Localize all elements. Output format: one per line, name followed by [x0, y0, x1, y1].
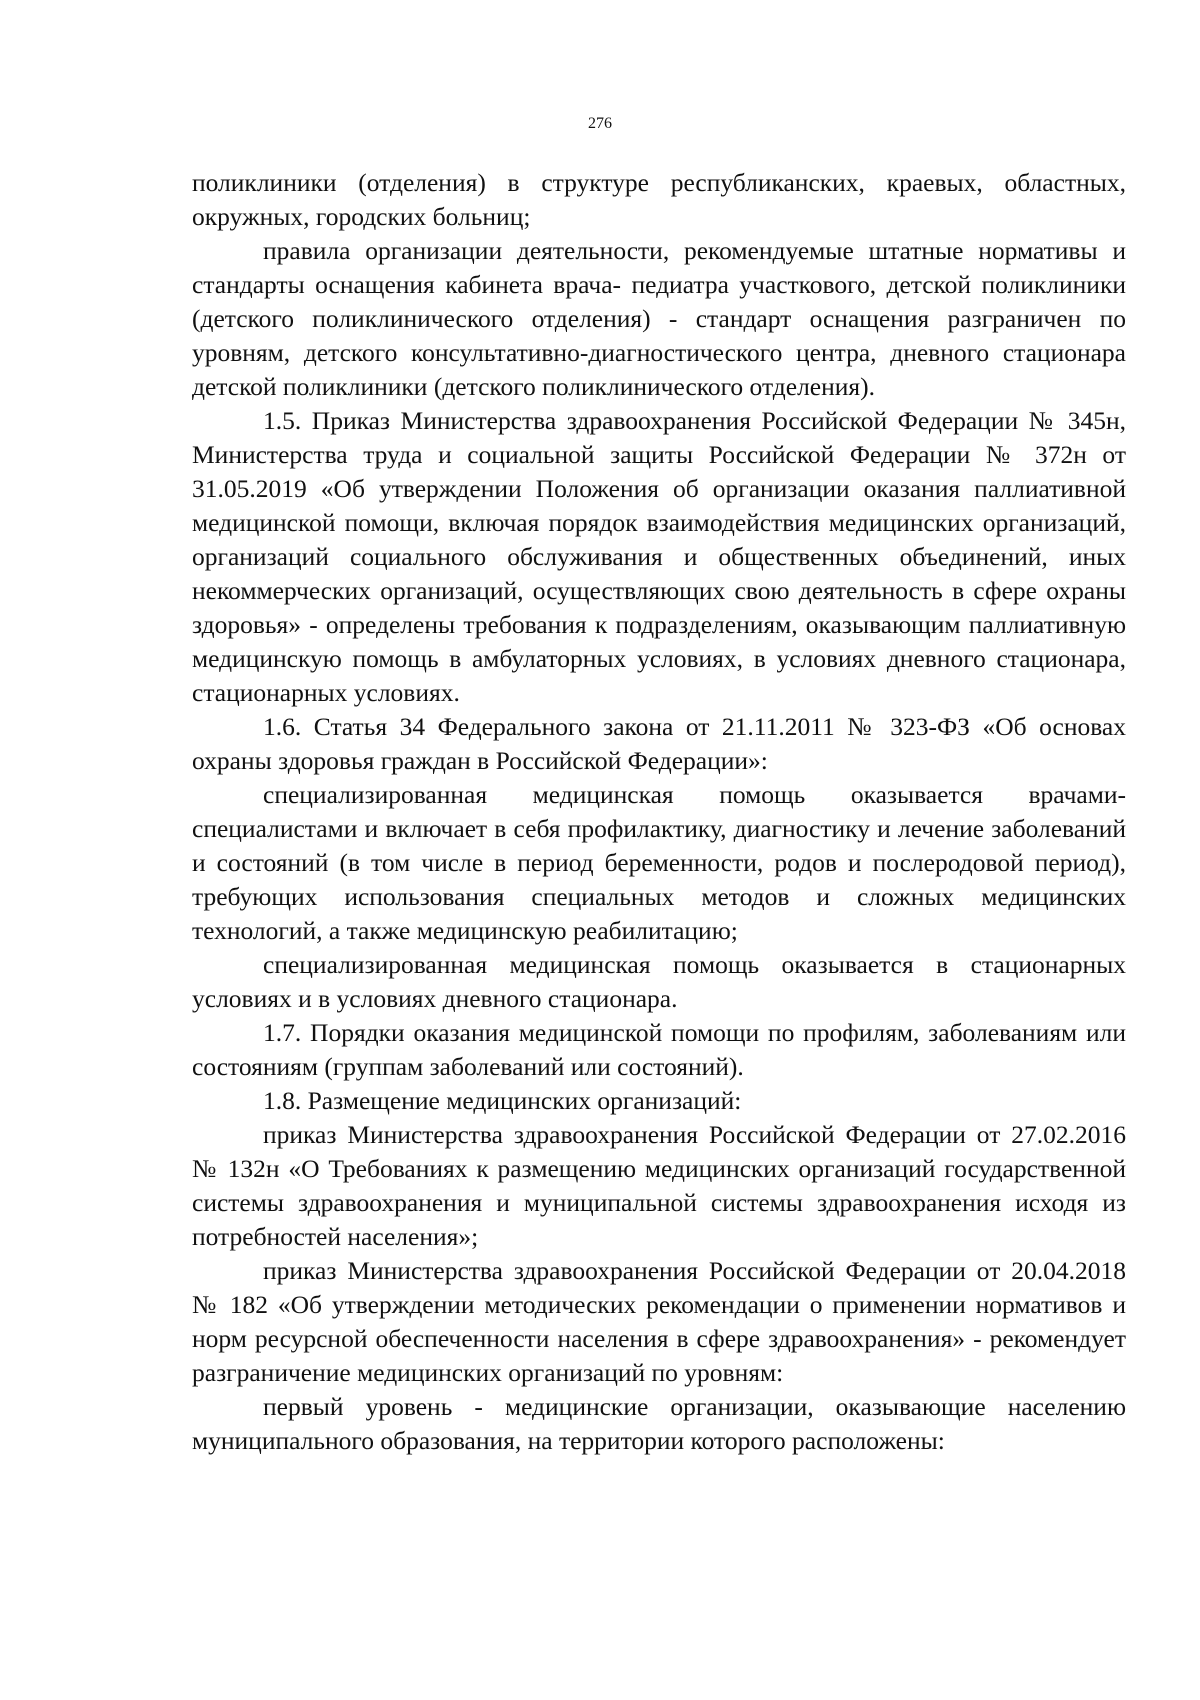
paragraph: приказ Министерства здравоохранения Российской Федерации от 27.02.2016 № 132н «О Требованиях к размещению медицинских организаций государственной системы здравоохранения и муниципальной системы здравоохранения исходя из потребностей населения»;	[192, 1120, 1126, 1251]
paragraph: правила организации деятельности, рекомендуемые штатные нормативы и стандарты оснащения кабинета врача- педиатра участкового, детской поликлиники (детского поликлинического отделения) - стандарт оснащения разграничен по уровням, детского консультативно-диагностического центра, дневного стационара детской поликлиники (детского поликлинического отделения).	[192, 236, 1126, 401]
paragraph: 1.6. Статья 34 Федерального закона от 21.11.2011 № 323-ФЗ «Об основах охраны здоровья граждан в Российской Федерации»:	[192, 712, 1126, 775]
paragraph: 1.8. Размещение медицинских организаций:	[263, 1086, 742, 1115]
paragraph: специализированная медицинская помощь оказывается в стационарных условиях и в условиях дневного стационара.	[192, 950, 1126, 1013]
paragraph: 1.7. Порядки оказания медицинской помощи по профилям, заболеваниям или состояниям (группам заболеваний или состояний).	[192, 1018, 1126, 1081]
paragraph: поликлиники (отделения) в структуре республиканских, краевых, областных, окружных, городских больниц;	[192, 168, 1126, 231]
paragraph: специализированная медицинская помощь оказывается врачами-специалистами и включает в себя профилактику, диагностику и лечение заболеваний и состояний (в том числе в период беременности, родов и послеродовой период), требующих использования специальных методов и сложных медицинских технологий, а также медицинскую реабилитацию;	[192, 780, 1126, 945]
paragraph: первый уровень - медицинские организации, оказывающие населению муниципального образования, на территории которого расположены:	[192, 1392, 1126, 1455]
paragraph: приказ Министерства здравоохранения Российской Федерации от 20.04.2018 № 182 «Об утверждении методических рекомендации о применении нормативов и норм ресурсной обеспеченности населения в сфере здравоохранения» - рекомендует разграничение медицинских организаций по уровням:	[192, 1256, 1126, 1387]
document-body	[192, 166, 1126, 1458]
page-number: 276	[588, 115, 612, 132]
paragraph: 1.5. Приказ Министерства здравоохранения Российской Федерации № 345н, Министерства труда и социальной защиты Российской Федерации № 372н от 31.05.2019 «Об утверждении Положения об организации оказания паллиативной медицинской помощи, включая порядок взаимодействия медицинских организаций, организаций социального обслуживания и общественных объединений, иных некоммерческих организаций, осуществляющих свою деятельность в сфере охраны здоровья» - определены требования к подразделениям, оказывающим паллиативную медицинскую помощь в амбулаторных условиях, в условиях дневного стационара, стационарных условиях.	[192, 406, 1126, 707]
